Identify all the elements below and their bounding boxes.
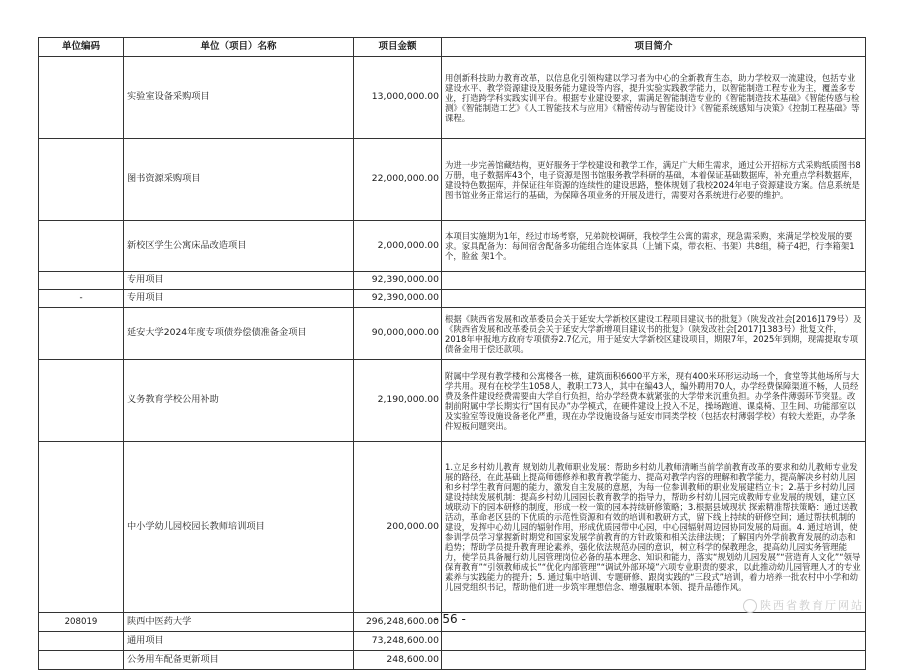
project-name: 通用项目 xyxy=(124,632,354,651)
project-name: 义务教育学校公用补助 xyxy=(124,360,354,442)
project-amount: 296,248,600.00 xyxy=(354,613,442,632)
header-unit-name: 单位（项目）名称 xyxy=(124,38,354,57)
unit-code xyxy=(39,272,124,290)
emblem-icon xyxy=(743,599,757,613)
project-description: 1.立足乡村幼儿教育 规划幼儿教师职业发展：帮助乡村幼儿教师清晰当前学前教育改革的要求和幼儿教师专业发展的路径，在此基础上提高师德修养和教育教学能力、提高对教学内容的理解和教学能力，提高解决乡村幼儿园和乡村学生教育问题的能力，激发自主发展的意愿，为每一位参训教师的职业发展建档立卡；2.基于乡村幼儿园 建设持续发展机制：提高乡村幼儿园园长教育教学的指导力，帮助乡村幼儿园完成教师专业发展的规划，建立区域联动下的园本研修的制度，形成一校一策的园本持续研修策略；3.根据县域现状 探索精准帮扶策略：通过送教活动，革命老区县的下优质的示范性资源和有效的培训和教研方式，留下线上持续的研修空间；通过帮扶机制的建设，发挥中心幼儿园的辐射作用，形成优质园带中心园，中心园辐射周边园协同发展的局面。4. 通过培训，使参训学员学习掌握新时期党和国家发展学前教育的方针政策和相关法律法规；了解国内外学前教育发展的动态和趋势；帮助学员提升教育理论素养，强化依法规范办园的意识，树立科学的保教理念，提高幼儿园实务管理能力，使学员具备履行幼儿园管理岗位必备的基本理念、知识和能力，落实“规划幼儿园发展”“营造育人文化”“领导保育教育”“引领教师成长”“优化内部管理”“调试外部环境”六项专业职责的要求，以此推动幼儿园管理人才的专业素养与实践能力的提升；5. 通过集中培训、专题研修、跟岗实践的“三段式”培训，着力培养一批农村中小学和幼儿园党组织书记，帮助他们进一步筑牢理想信念、增强履职本领、提升品德作风。 xyxy=(442,442,866,613)
project-description: 为进一步完善馆藏结构，更好服务于学校建设和教学工作，满足广大师生需求，通过公开招标方式采购纸质图书8万册，电子数据库43个，电子资源是图书馆服务教学科研的基础，本着保证基础数据库，补充重点学科数据库，建设特色数据库，并保证往年资源的连续性的建设思路，整体规划了我校2024年电子资源建设方案。信息系统是图书馆业务正常运行的基础，为保障各项业务的开展及进行，需要对各系统进行必要的维护。 xyxy=(442,139,866,221)
project-amount: 2,000,000.00 xyxy=(354,221,442,272)
unit-code: - xyxy=(39,290,124,308)
project-description xyxy=(442,651,866,670)
table-row xyxy=(39,221,866,272)
table-row xyxy=(39,308,866,360)
header-unit-code: 单位编码 xyxy=(39,38,124,57)
header-project-description: 项目简介 xyxy=(442,38,866,57)
project-amount: 248,600.00 xyxy=(354,651,442,670)
project-name: 陕西中医药大学 xyxy=(124,613,354,632)
site-watermark xyxy=(743,597,864,613)
header-project-amount: 项目金额 xyxy=(354,38,442,57)
project-amount: 73,248,600.00 xyxy=(354,632,442,651)
project-description: 本项目实施期为1年，经过市场考察，兄弟院校调研，我校学生公寓的需求，现急需采购，来满足学校发展的要求。家具配备为：每间宿舍配备多功能组合连体家具（上铺下桌，带衣柜、书架）共8组，椅子4把，行李箱架1个，脸盆 架1个。 xyxy=(442,221,866,272)
project-amount: 92,390,000.00 xyxy=(354,290,442,308)
table-row xyxy=(39,360,866,442)
unit-code xyxy=(39,360,124,442)
project-amount: 200,000.00 xyxy=(354,442,442,613)
table-header-row xyxy=(39,38,866,57)
project-name: 图书资源采购项目 xyxy=(124,139,354,221)
project-name: 专用项目 xyxy=(124,290,354,308)
budget-table xyxy=(38,37,866,670)
unit-code: 208019 xyxy=(39,613,124,632)
watermark-text: 陕西省教育厅网站 xyxy=(760,599,864,612)
project-amount: 22,000,000.00 xyxy=(354,139,442,221)
project-name: 公务用车配备更新项目 xyxy=(124,651,354,670)
budget-table-sheet xyxy=(38,37,865,670)
unit-code xyxy=(39,221,124,272)
table-row xyxy=(39,632,866,651)
project-amount: 90,000,000.00 xyxy=(354,308,442,360)
project-amount: 2,190,000.00 xyxy=(354,360,442,442)
project-name: 新校区学生公寓床品改造项目 xyxy=(124,221,354,272)
unit-code xyxy=(39,651,124,670)
project-amount: 13,000,000.00 xyxy=(354,57,442,139)
table-row xyxy=(39,139,866,221)
page-number: - 56 - xyxy=(434,612,466,626)
project-name: 实验室设备采购项目 xyxy=(124,57,354,139)
unit-code xyxy=(39,57,124,139)
project-description: 根据《陕西省发展和改革委员会关于延安大学新校区建设工程项目建议书的批复》（陕发改社会[2016]179号）及《陕西省发展和改革委员会关于延安大学新增项目建议书的批复》（陕发改社会[2017]1383号）批复文件，2018年申报地方政府专项债券2.7亿元，用于延安大学新校区建设项目，期限7年，2025年到期，现需提取专项债备金用于偿还款项。 xyxy=(442,308,866,360)
project-name: 延安大学2024年度专项债券偿债准备金项目 xyxy=(124,308,354,360)
project-amount: 92,390,000.00 xyxy=(354,272,442,290)
project-description xyxy=(442,290,866,308)
table-row xyxy=(39,290,866,308)
project-description: 用创新科技助力教育改革，以信息化引领构建以学习者为中心的全新教育生态，助力学校双一流建设，包括专业建设水平、教学资源建设及服务能力建设等内容，提升实验实践教学能力，以智能制造工程专业为主，覆盖多专业，打造跨学科实践实训平台。根据专业建设要求，需满足智能制造专业的《智能制造技术基础》《智能传感与检测》《智能制造工艺》《人工智能技术与应用》《精密传动与智能设计》《智能系统感知与决策》《控制工程基础》等课程。 xyxy=(442,57,866,139)
project-description xyxy=(442,272,866,290)
unit-code xyxy=(39,139,124,221)
project-description xyxy=(442,632,866,651)
unit-code xyxy=(39,442,124,613)
table-row xyxy=(39,651,866,670)
project-name: 中小学幼儿园校园长教师培训项目 xyxy=(124,442,354,613)
project-description: 附属中学现有教学楼和公寓楼各一栋，建筑面积6600平方米，现有400米环形运动场一个，食堂等其他场所与大学共用。现有在校学生1058人，教职工73人，其中在编43人，编外聘用70人，办学经费保障渠道不畅，人员经费及条件建设经费需要由大学自行负担，给办学经费本就紧张的大学带来沉重负担。办学条件薄弱环节突显。改制前附属中学长期实行“国有民办”办学模式，在硬件建设上投入不足，操场跑道、课桌椅、卫生间、功能部室以及实验室等设施设备老化严重，现在办学设施设备与延安市同类学校（包括农村薄弱学校）有较大差距，办学条件短板问题突出。 xyxy=(442,360,866,442)
project-name: 专用项目 xyxy=(124,272,354,290)
table-row xyxy=(39,57,866,139)
unit-code xyxy=(39,632,124,651)
table-row xyxy=(39,272,866,290)
table-row xyxy=(39,442,866,613)
unit-code xyxy=(39,308,124,360)
